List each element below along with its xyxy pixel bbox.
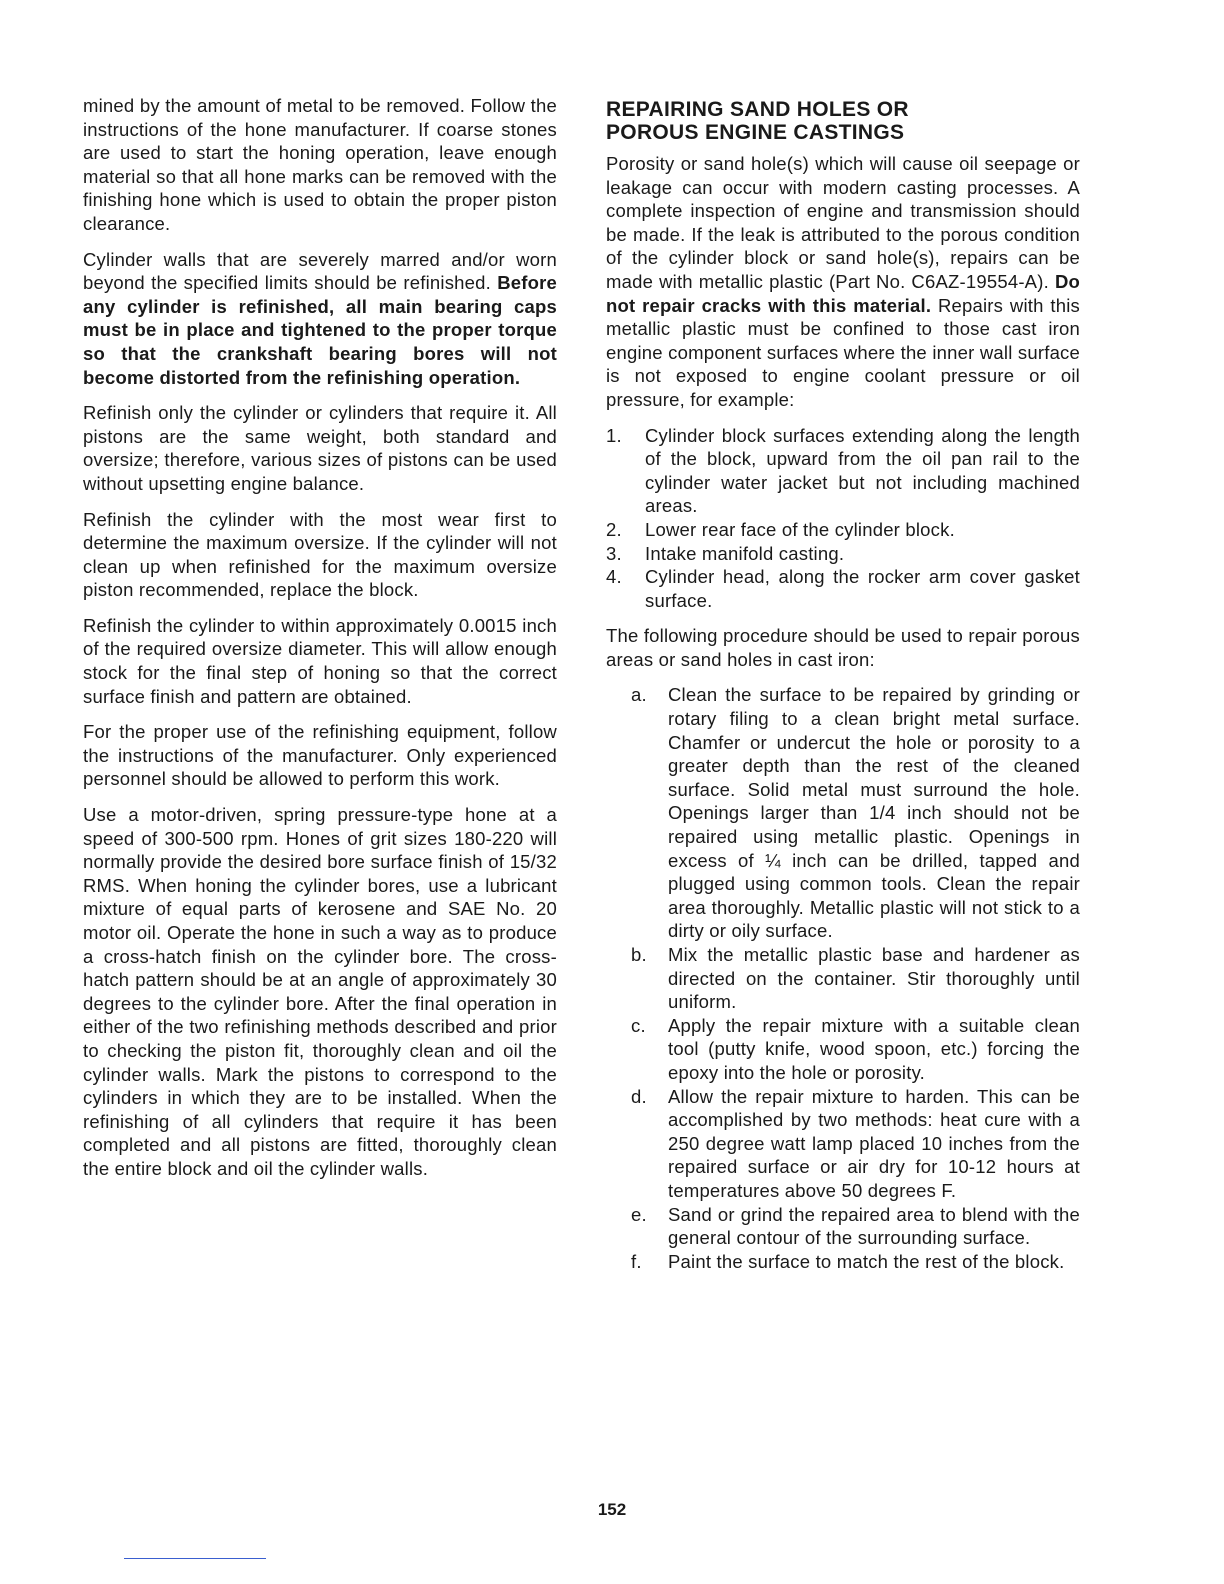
list-item: [606, 1250, 1080, 1274]
walls-bold-warning: Before any cylinder is refinished, all main bearing caps must be in place and tightened to the proper torque so that the crankshaft bearing bores will not become distorted from the refinishing operation.: [83, 272, 557, 388]
item-letter: a.: [631, 684, 647, 706]
heading-line-1: REPAIRING SAND HOLES OR: [606, 98, 909, 121]
item-letter: d.: [631, 1085, 647, 1107]
item-text: Apply the repair mixture with a suitable clean tool (putty knife, wood spoon, etc.) forcing the epoxy into the hole or porosity.: [668, 1014, 1080, 1083]
item-number: 1.: [606, 424, 622, 446]
intro-text-2: Repairs with this metallic plastic must be confined to those cast iron engine component surfaces where the inner wall surface is not exposed to engine coolant pressure or oil pressure, for example:: [606, 294, 1080, 410]
item-text: Paint the surface to match the rest of the block.: [668, 1250, 1065, 1272]
intro-text-1: Porosity or sand hole(s) which will cause oil seepage or leakage can occur with modern casting processes. A complete inspection of engine and transmission should be made. If the leak is attributed to the porous condition of the cylinder block or sand hole(s), repairs can be made with metallic plastic (Part No. C6AZ-19554-A).: [606, 153, 1080, 292]
item-letter: b.: [631, 944, 647, 965]
item-text: Allow the repair mixture to harden. This can be accomplished by two methods: heat cure with a 250 degree watt lamp placed 10 inches from the repaired surface or air dry for 10-12 hours at temperatures above 50 degrees F.: [668, 1085, 1080, 1201]
list-item: [606, 1085, 1080, 1203]
heading-line-2: POROUS ENGINE CASTINGS: [606, 121, 905, 144]
item-number: 4.: [606, 566, 622, 588]
walls-plain-text: Cylinder walls that are severely marred and/or worn beyond the specified limits should be refinished.: [83, 248, 557, 294]
lettered-list: [606, 683, 1080, 1273]
intro-bold-warning: Do not repair cracks with this material.: [606, 270, 1081, 316]
item-letter: e.: [631, 1203, 647, 1225]
left-column: [83, 94, 557, 1193]
item-text: Mix the metallic plastic base and hardener as directed on the container. Stir thoroughly until uniform.: [668, 944, 1080, 1013]
list-item: [606, 943, 1080, 1014]
list-item: [606, 1203, 1080, 1250]
item-text: Lower rear face of the cylinder block.: [645, 518, 955, 540]
list-item: [606, 1014, 1080, 1085]
section-heading: [606, 98, 1080, 144]
item-number: 3.: [606, 542, 622, 564]
footer-divider: [124, 1558, 266, 1559]
page-number: 152: [597, 1500, 627, 1519]
item-text: Cylinder head, along the rocker arm cover gasket surface.: [645, 566, 1080, 611]
paragraph-hone-instructions: mined by the amount of metal to be removed. Follow the instructions of the hone manufacturer. If coarse stones are used to start the honing operation, leave enough material so that all hone marks can be removed with the finishing hone which is used to obtain the proper piston clearance.: [83, 95, 557, 234]
numbered-list: [606, 424, 1080, 613]
list-item: [606, 565, 1080, 612]
item-letter: c.: [631, 1014, 646, 1036]
list-item: [606, 518, 1080, 542]
paragraph-refinish-within: Refinish the cylinder to within approximately 0.0015 inch of the required oversize diameter. This will allow enough stock for the final step of honing so that the correct surface finish and pattern are obtained.: [83, 614, 557, 707]
list-item: [606, 542, 1080, 566]
paragraph-refinish-most-wear: Refinish the cylinder with the most wear first to determine the maximum oversize. If the cylinder will not clean up when refinished for the maximum oversize piston recommended, replace the block.: [83, 508, 557, 601]
paragraph-refinishing-equipment: For the proper use of the refinishing equipment, follow the instructions of the manufacturer. Only experienced personnel should be allowed to perform this work.: [83, 721, 557, 790]
right-column: [606, 98, 1080, 1273]
paragraph-honing-procedure: Use a motor-driven, spring pressure-type hone at a speed of 300-500 rpm. Hones of grit sizes 180-220 will normally provide the desired bore surface finish of 15/32 RMS. When honing the cylinder bores, use a lubricant mixture of equal parts of kerosene and SAE No. 20 motor oil. Operate the hone in such a way as to produce a cross-hatch finish on the cylinder bore. The cross-hatch pattern should be at an angle of approximately 30 degrees to the cylinder bore. After the final operation in either of the two refinishing methods described and prior to checking the piston fit, thoroughly clean and oil the cylinder walls. Mark the pistons to correspond to the cylinders in which they are to be installed. When the refinishing of all cylinders that require it has been completed and all pistons are fitted, thoroughly clean the entire block and oil the cylinder walls.: [83, 804, 557, 1179]
item-text: Clean the surface to be repaired by grinding or rotary filing to a clean bright metal surface. Chamfer or undercut the hole or porosity to a greater depth than the rest of the cleaned surface. Solid metal must surround the hole. Openings larger than 1/4 inch should not be repaired using metallic plastic. Openings in excess of ¼ inch can be drilled, tapped and plugged using common tools. Clean the repair area thoroughly. Metallic plastic will not stick to a dirty or oily surface.: [668, 684, 1080, 942]
paragraph-procedure-intro: The following procedure should be used to repair porous areas or sand holes in cast iron:: [606, 625, 1080, 670]
item-text: Cylinder block surfaces extending along the length of the block, upward from the oil pan rail to the cylinder water jacket but not including machined areas.: [645, 424, 1080, 517]
item-text: Intake manifold casting.: [645, 542, 845, 564]
list-item: [606, 683, 1080, 943]
item-number: 2.: [606, 518, 622, 540]
paragraph-refinish-only: Refinish only the cylinder or cylinders that require it. All pistons are the same weight, both standard and oversize; therefore, various sizes of pistons can be used without upsetting engine balance.: [83, 402, 557, 494]
paragraph-cylinder-walls: [83, 248, 557, 390]
item-text: Sand or grind the repaired area to blend with the general contour of the surrounding surface.: [668, 1203, 1080, 1249]
item-letter: f.: [631, 1250, 642, 1272]
paragraph-porosity-intro: [606, 152, 1080, 412]
list-item: [606, 424, 1080, 518]
